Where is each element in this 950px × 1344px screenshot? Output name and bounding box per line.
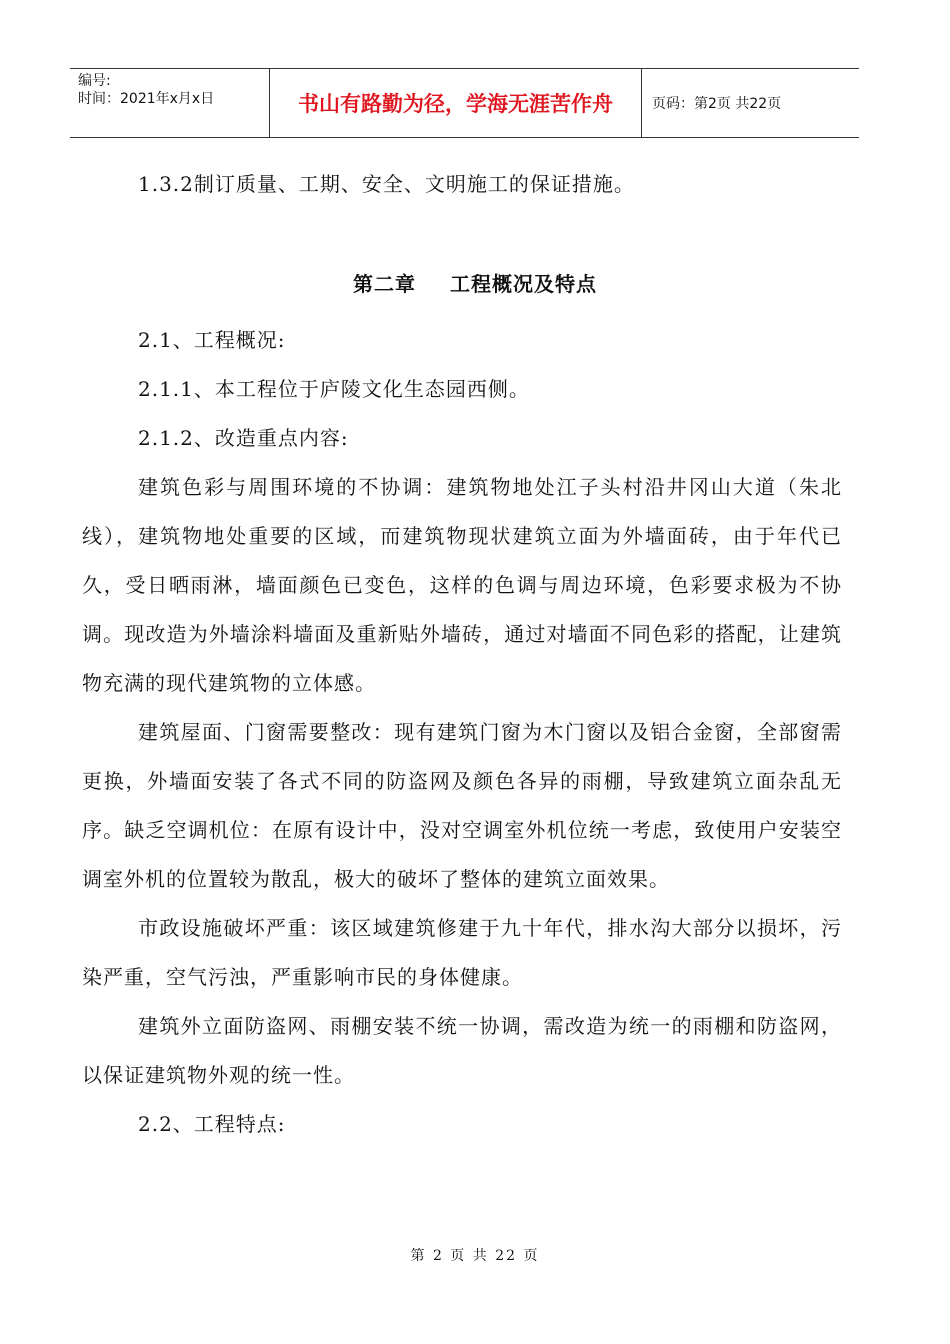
doc-time-label: 时间：2021年x月x日: [78, 91, 215, 107]
paragraph-color: 建筑色彩与周围环境的不协调：建筑物地处江子头村沿井冈山大道（朱北线），建筑物地处重要的区域，而建筑物现状建筑立面为外墙面砖，由于年代已久，受日晒雨淋，墙面颜色已变色，这样的色调与周边环境，色彩要求极为不协调。现改造为外墙涂料墙面及重新贴外墙砖，通过对墙面不同色彩的搭配，让建筑物充满的现代建筑物的立体感。: [82, 475, 842, 695]
chapter-number: 第二章: [353, 272, 416, 296]
chapter-name: 工程概况及特点: [450, 272, 597, 296]
heading-2-1-1: 2.1.1、本工程位于庐陵文化生态园西侧。: [138, 377, 530, 401]
header-page-info: 页码：第2页 共22页: [652, 96, 782, 112]
heading-2-1-2: 2.1.2、改造重点内容:: [138, 426, 349, 450]
heading-2-1: 2.1、工程概况:: [138, 328, 286, 352]
page-header: [70, 68, 859, 138]
paragraph-security-nets: 建筑外立面防盗网、雨棚安装不统一协调，需改造为统一的雨棚和防盗网，以保证建筑物外观的统一性。: [82, 1014, 842, 1087]
chapter-body: [82, 316, 842, 1149]
paragraph-roof-windows: 建筑屋面、门窗需要整改：现有建筑门窗为木门窗以及铝合金窗，全部窗需更换，外墙面安装了各式不同的防盗网及颜色各异的雨棚，导致建筑立面杂乱无序。缺乏空调机位：在原有设计中，没对空调室外机位统一考虑，致使用户安装空调室外机的位置较为散乱，极大的破坏了整体的建筑立面效果。: [82, 720, 842, 891]
heading-2-2: 2.2、工程特点:: [138, 1112, 286, 1136]
document-body: [82, 160, 842, 209]
doc-number-label: 编号:: [78, 73, 111, 89]
paragraph-municipal: 市政设施破坏严重：该区域建筑修建于九十年代，排水沟大部分以损坏，污染严重，空气污浊，严重影响市民的身体健康。: [82, 916, 842, 989]
header-motto: 书山有路勤为径，学海无涯苦作舟: [270, 69, 642, 137]
paragraph-1-3-2: 1.3.2制订质量、工期、安全、文明施工的保证措施。: [138, 172, 635, 196]
header-meta: [70, 69, 270, 137]
chapter-title: [0, 268, 950, 297]
page-footer: 第 2 页 共 22 页: [410, 1248, 540, 1264]
